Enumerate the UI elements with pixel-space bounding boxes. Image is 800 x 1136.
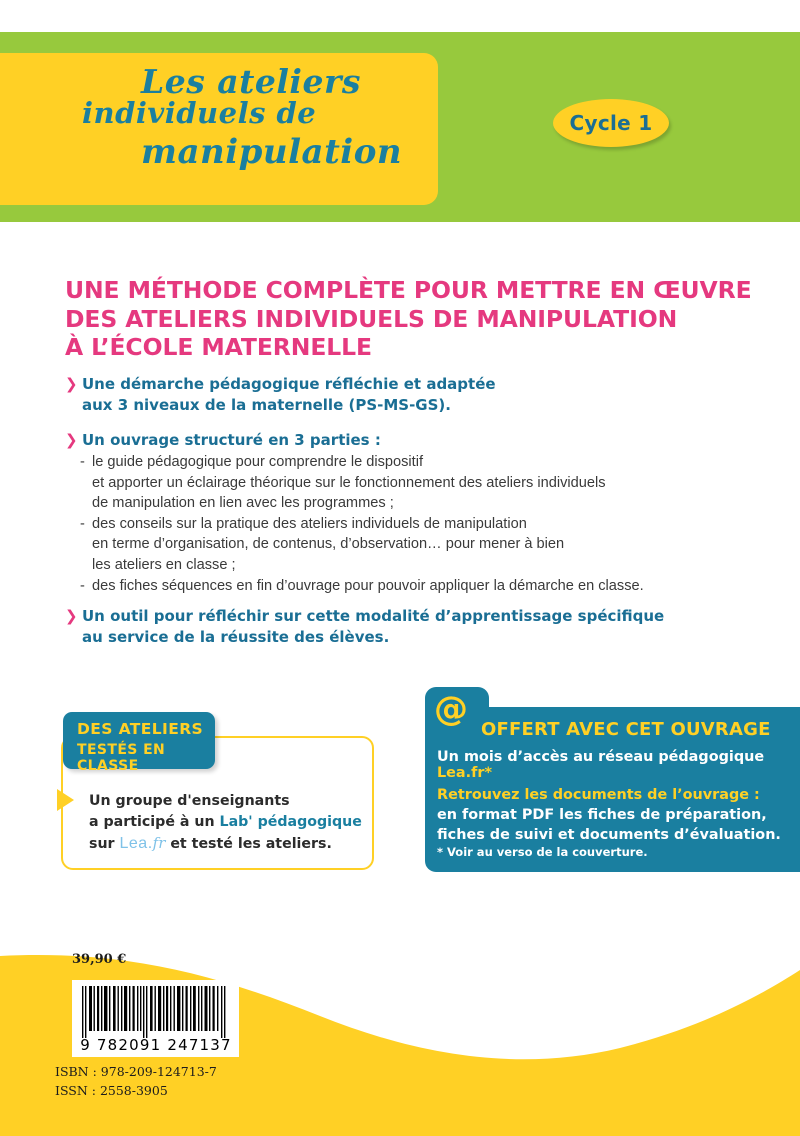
page-title [65,276,752,362]
barcode [72,980,239,1057]
price-label: 39,90 € [72,952,127,967]
tested-tab-line-1: DES ATELIERS [77,720,204,738]
title-box [0,53,438,205]
sub-item-3-line-1: des fiches séquences en fin d’ouvrage pour pouvoir appliquer la démarche en classe. [92,577,644,594]
tested-in-class-text [89,791,369,855]
sub-list [80,452,720,596]
title-line-2: individuels de [82,96,317,130]
list-item [80,452,720,514]
heading-line-2: DES ATELIERS INDIVIDUELS DE MANIPULATION [65,304,678,333]
lab-pedagogique-accent: Lab' pédagogique [219,814,362,830]
cycle-badge [553,99,669,147]
tested-text-line-3-post: et testé les ateliers. [165,836,332,852]
tested-in-class-tab [63,712,215,774]
sub-dash: - [80,454,85,470]
at-icon: @ [434,689,468,729]
sub-dash: - [80,515,85,532]
bullet-item-2 [65,430,682,451]
bullet-3-line-1: Un outil pour réfléchir sur cette modalité d’apprentissage spécifique [82,607,665,625]
bullet-item-1 [65,374,682,416]
tested-text-line-2-pre: a participé à un [89,814,220,830]
offer-lea-highlight: Lea.fr* [437,765,492,781]
title-line-3: manipulation [141,132,403,172]
bullet-arrow-icon: ❯ [65,375,78,393]
sub-item-1-line-3: de manipulation en lien avec les programmes ; [92,495,394,512]
offer-line-1-pre: Un mois d’accès au réseau pédagogique [437,749,765,765]
sub-item-1-line-1: le guide pédagogique pour comprendre le dispositif [92,454,424,470]
bullet-1-line-1: Une démarche pédagogique réfléchie et adaptée [82,375,496,393]
heading-line-3: À L’ÉCOLE MATERNELLE [65,333,372,361]
sub-item-2-line-1: des conseils sur la pratique des ateliers individuels de manipulation [92,515,527,532]
offer-title: OFFERT AVEC CET OUVRAGE [481,719,771,740]
lea-logo-dot: . [147,835,153,852]
isbn-label: ISBN : 978-209-124713-7 [55,1064,217,1079]
list-item [80,576,720,597]
list-item [80,514,720,576]
barcode-bars [82,986,229,1038]
offer-documents-block [437,785,787,845]
tested-text-line-3-pre: sur [89,836,120,852]
sub-item-2-line-2: en terme d’organisation, de contenus, d’observation… pour mener à bien [92,536,565,553]
sub-dash: - [80,577,85,594]
bullet-3-line-2: au service de la réussite des élèves. [82,628,390,646]
offer-block-line-2: en format PDF les fiches de préparation, [437,807,767,823]
bullet-arrow-icon: ❯ [65,607,78,625]
barcode-digits: 9 782091 247137 [80,1036,232,1054]
callout-arrow-icon [57,789,74,811]
offer-footnote: * Voir au verso de la couverture. [437,845,648,859]
offer-block-heading: Retrouvez les documents de l’ouvrage : [437,787,760,803]
tested-text-line-2 [89,812,369,833]
bullet-1-line-2: aux 3 niveaux de la maternelle (PS-MS-GS). [82,396,451,414]
sub-item-1-line-2: et apporter un éclairage théorique sur le fonctionnement des ateliers individuels [92,474,606,491]
tested-tab-line-2: TESTÉS EN CLASSE [77,742,166,774]
tested-text-line-3 [89,833,369,855]
book-title [0,53,438,205]
offer-line-1 [437,749,800,781]
cycle-badge-label: Cycle 1 [569,111,653,135]
bullet-arrow-icon: ❯ [65,431,78,449]
sub-item-2-line-3: les ateliers en classe ; [92,556,236,573]
isbn-issn-block [55,1062,217,1100]
bullet-2-label: Un ouvrage structuré en 3 parties : [82,431,381,449]
offer-block-line-3: fiches de suivi et documents d’évaluation. [437,827,781,843]
heading-line-1: UNE MÉTHODE COMPLÈTE POUR METTRE EN ŒUVRE [65,276,752,304]
lea-logo-fr: fr [152,834,166,852]
bullet-item-3 [65,606,702,648]
issn-label: ISSN : 2558-3905 [55,1083,168,1098]
tested-text-line-1: Un groupe d'enseignants [89,793,290,809]
lea-logo-text: Lea [119,835,148,852]
title-line-1: Les ateliers [141,62,361,101]
